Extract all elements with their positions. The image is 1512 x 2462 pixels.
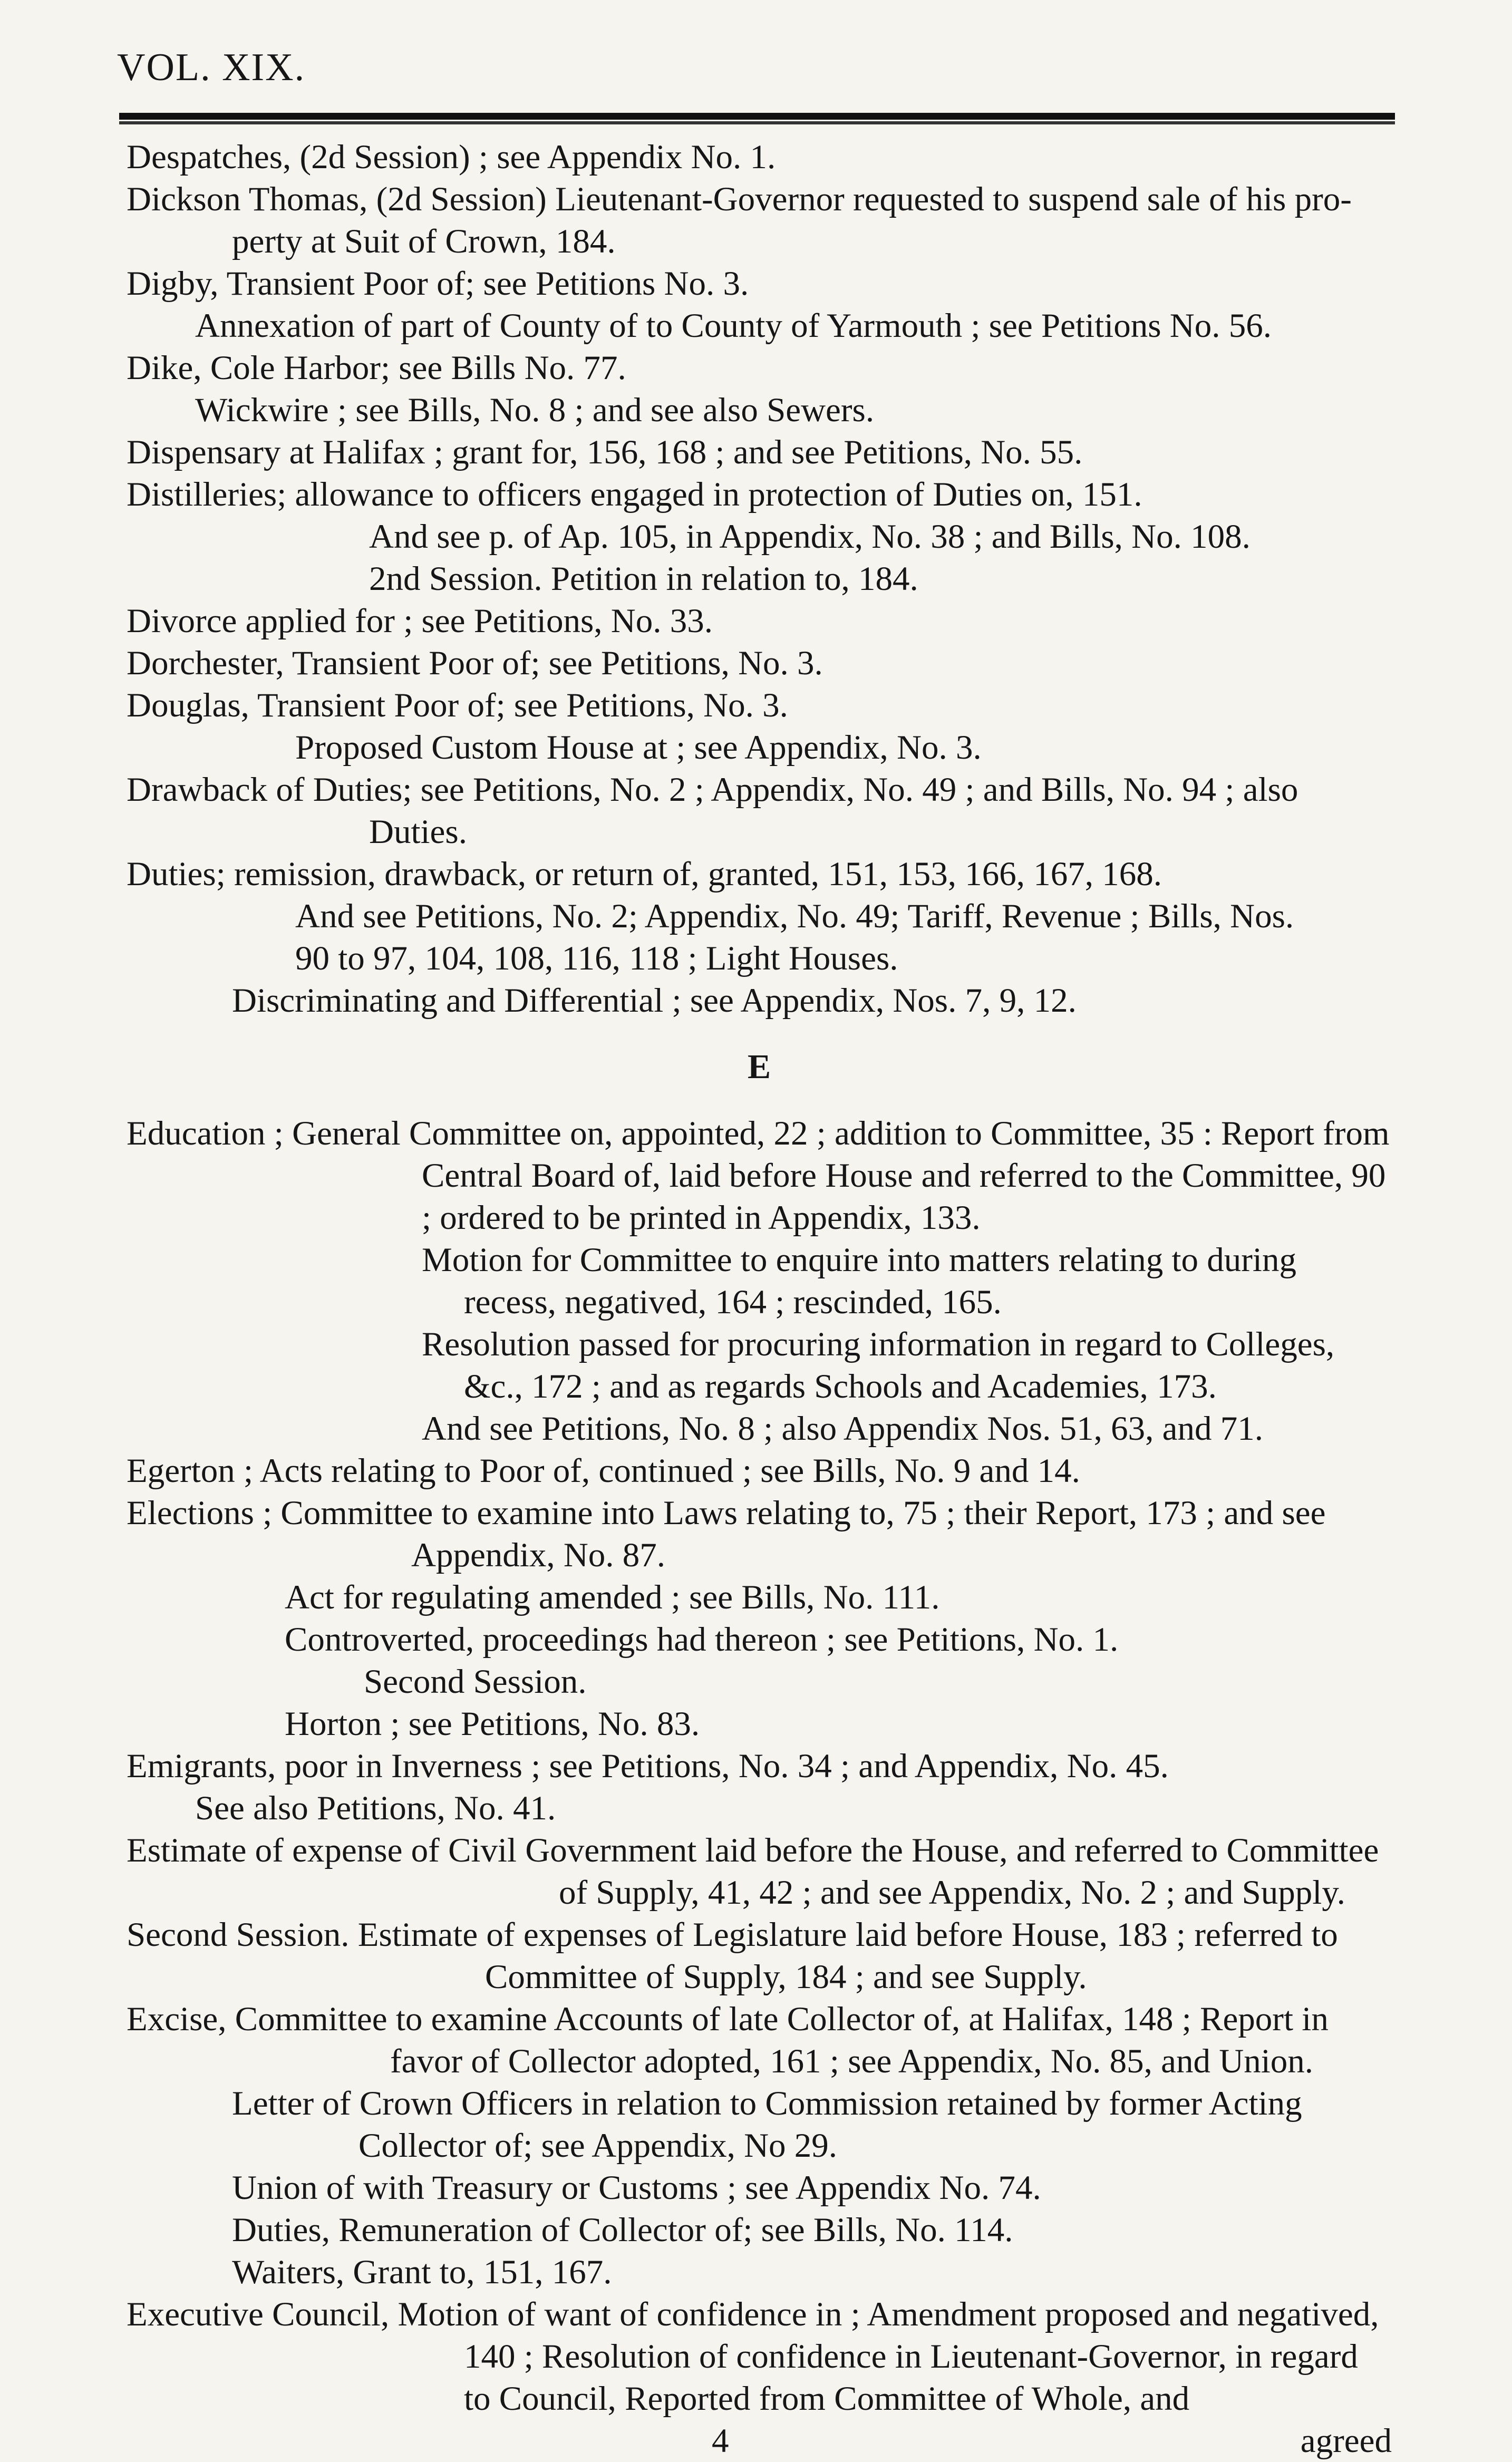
index-entry: Dike, Cole Harbor; see Bills No. 77. <box>127 349 626 387</box>
catchword: agreed <box>1300 2422 1392 2460</box>
index-entry: Discriminating and Differential ; see Appendix, Nos. 7, 9, 12. <box>232 982 1077 1020</box>
index-entry: Dispensary at Halifax ; grant for, 156, 168 ; and see Petitions, No. 55. <box>127 433 1083 471</box>
index-entry: Union of with Treasury or Customs ; see Appendix No. 74. <box>232 2169 1041 2207</box>
index-entry: Despatches, (2d Session) ; see Appendix No. 1. <box>127 138 776 176</box>
index-entry: Proposed Custom House at ; see Appendix, No. 3. <box>295 729 982 767</box>
index-entry: And see p. of Ap. 105, in Appendix, No. 38 ; and Bills, No. 108. <box>369 518 1251 556</box>
index-entry: Divorce applied for ; see Petitions, No. 33. <box>127 602 713 640</box>
index-entry: Motion for Committee to enquire into matters relating to during recess, negatived, 164 ; rescinded, 165. <box>422 1241 1296 1321</box>
index-entry: Annexation of part of County of to County of Yarmouth ; see Petitions No. 56. <box>195 307 1272 345</box>
volume-header: VOL. XIX. <box>117 46 306 89</box>
index-entry: 90 to 97, 104, 108, 116, 118 ; Light Houses. <box>295 939 898 977</box>
index-entry: Douglas, Transient Poor of; see Petitions, No. 3. <box>127 686 788 724</box>
index-entry: Duties. <box>369 813 467 851</box>
index-entry: Elections ; Committee to examine into Laws relating to, 75 ; their Report, 173 ; and see Appendix, No. 87. <box>127 1494 1326 1574</box>
index-entry: Controverted, proceedings had thereon ; see Petitions, No. 1. <box>285 1621 1119 1659</box>
section-letter: E <box>747 1048 771 1086</box>
index-entry: Drawback of Duties; see Petitions, No. 2 ; Appendix, No. 49 ; and Bills, No. 94 ; also <box>127 771 1298 809</box>
catchword-line <box>127 2420 1392 2462</box>
index-entry: Dickson Thomas, (2d Session) Lieutenant-Governor requested to suspend sale of his pro- <box>127 180 1352 218</box>
header-rule <box>119 113 1395 124</box>
index-entry: Distilleries; allowance to officers engaged in protection of Duties on, 151. <box>127 476 1142 513</box>
signature-mark: 4 <box>712 2422 729 2460</box>
index-entry: Second Session. <box>364 1663 587 1701</box>
index-entry: Estimate of expense of Civil Government laid before the House, and referred to Committee of Supply, 41, 42 ; and see Appendix, No. 2 ; and Supply. <box>127 1831 1379 1912</box>
index-entry: Executive Council, Motion of want of confidence in ; Amendment proposed and negatived, 140 ; Resolution of confidence in Lieutenant-Governor, in regard to Council, Reported from Committee of Whole, and <box>127 2295 1379 2418</box>
index-entry: Letter of Crown Officers in relation to Commission retained by former Acting Collector of; see Appendix, No 29. <box>232 2085 1302 2165</box>
index-entry: Resolution passed for procuring information in regard to Colleges, &c., 172 ; and as regards Schools and Academies, 173. <box>422 1325 1335 1406</box>
index-entry: Digby, Transient Poor of; see Petitions No. 3. <box>127 265 749 303</box>
index-entry: Egerton ; Acts relating to Poor of, continued ; see Bills, No. 9 and 14. <box>127 1452 1080 1490</box>
index-entry: Waiters, Grant to, 151, 167. <box>232 2253 612 2291</box>
index-entry: And see Petitions, No. 2; Appendix, No. 49; Tariff, Revenue ; Bills, Nos. <box>295 897 1294 935</box>
index-entry: Horton ; see Petitions, No. 83. <box>285 1705 700 1743</box>
index-entry: Duties, Remuneration of Collector of; see Bills, No. 114. <box>232 2211 1013 2249</box>
index-entry: Emigrants, poor in Inverness ; see Petitions, No. 34 ; and Appendix, No. 45. <box>127 1747 1169 1785</box>
index-entry: Education ; General Committee on, appointed, 22 ; addition to Committee, 35 : Report from Central Board of, laid before House and referred to the Committee, 90 ; ordered to be printed in Appendix, 133. <box>127 1114 1390 1237</box>
index-entry: 2nd Session. Petition in relation to, 184. <box>369 560 918 598</box>
index-entry: Excise, Committee to examine Accounts of late Collector of, at Halifax, 148 ; Report in favor of Collector adopted, 161 ; see Appendix, No. 85, and Union. <box>127 2000 1329 2080</box>
index-entry: See also Petitions, No. 41. <box>195 1789 556 1827</box>
index-entry: Wickwire ; see Bills, No. 8 ; and see also Sewers. <box>195 391 875 429</box>
index-entry: Dorchester, Transient Poor of; see Petitions, No. 3. <box>127 644 823 682</box>
index-entry: Act for regulating amended ; see Bills, No. 111. <box>285 1578 940 1616</box>
index-entry: perty at Suit of Crown, 184. <box>232 222 616 260</box>
index-entry: Second Session. Estimate of expenses of Legislature laid before House, 183 ; referred to Committee of Supply, 184 ; and see Supply. <box>127 1916 1338 1996</box>
index-content <box>127 136 1392 2462</box>
index-entry: And see Petitions, No. 8 ; also Appendix Nos. 51, 63, and 71. <box>422 1410 1264 1448</box>
index-entry: Duties; remission, drawback, or return of, granted, 151, 153, 166, 167, 168. <box>127 855 1162 893</box>
